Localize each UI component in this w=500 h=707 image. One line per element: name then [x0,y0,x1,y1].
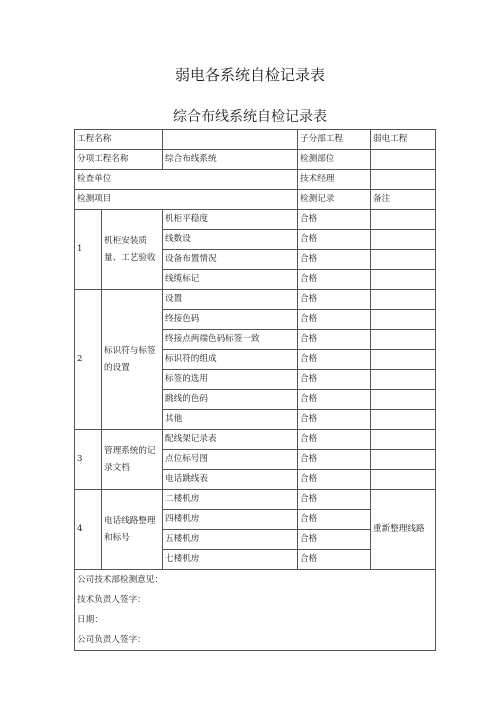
check-item-record: 合格 [298,390,371,410]
group-name: 标识符与标签的设置 [102,290,163,430]
inspect-item-label: 检测项目 [75,190,298,210]
group-number: 1 [75,210,102,290]
remark-label: 备注 [371,190,436,210]
check-item-record: 合格 [298,370,371,390]
item-remark [371,210,436,230]
footer-row [75,610,436,630]
item-remark [371,430,436,450]
group-number: 2 [75,290,102,430]
header-row-unit [75,170,436,190]
item-remark [371,310,436,330]
inspect-record-label: 检测记录 [298,190,371,210]
item-label: 分项工程名称 [75,150,163,170]
check-item-record: 合格 [298,510,371,530]
item-remark [371,330,436,350]
group-name: 管理系统的记录文档 [102,430,163,490]
group-name: 电话线路整理和标号 [102,490,163,570]
inspect-dept-label: 检测部位 [298,150,371,170]
check-item-record: 合格 [298,470,371,490]
check-item-record: 合格 [298,450,371,470]
check-item-record: 合格 [298,550,371,570]
inspect-dept-value [371,150,436,170]
header-row-item [75,150,436,170]
check-unit-label: 检查单位 [75,170,298,190]
check-item-record: 合格 [298,230,371,250]
date-label: 日期： [75,610,436,630]
footer-row [75,630,436,651]
check-item-name: 七楼机房 [163,550,298,570]
check-item-name: 标签的选用 [163,370,298,390]
group-remark: 重新整理线路 [371,490,436,570]
project-name-label: 工程名称 [75,130,163,150]
check-item-name: 四楼机房 [163,510,298,530]
tech-manager-label: 技术经理 [298,170,371,190]
header-row-columns [75,190,436,210]
item-remark [371,370,436,390]
company-sign-label: 公司负责人签字： [75,630,436,651]
check-item-record: 合格 [298,210,371,230]
check-item-name: 点位标号图 [163,450,298,470]
header-row-project [75,130,436,150]
group-number: 3 [75,430,102,490]
check-item-name: 终接点两端色码标签一致 [163,330,298,350]
item-remark [371,410,436,430]
item-remark [371,290,436,310]
item-remark [371,350,436,370]
check-item-record: 合格 [298,270,371,290]
check-item-record: 合格 [298,250,371,270]
check-item-name: 其他 [163,410,298,430]
check-item-name: 电话跳线表 [163,470,298,490]
check-item-record: 合格 [298,430,371,450]
tech-manager-value [371,170,436,190]
check-item-record: 合格 [298,310,371,330]
footer-row [75,570,436,591]
table-row [75,290,436,310]
check-item-name: 终接色码 [163,310,298,330]
footer-row [75,590,436,610]
check-item-name: 五楼机房 [163,530,298,550]
subproject-value: 弱电工程 [371,130,436,150]
check-item-name: 标识符的组成 [163,350,298,370]
opinion-label: 公司技术部检测意见： [75,570,436,591]
check-item-record: 合格 [298,410,371,430]
group-number: 4 [75,490,102,570]
item-remark [371,230,436,250]
check-item-name: 机柜平稳度 [163,210,298,230]
table-row [75,210,436,230]
table-row [75,490,436,510]
check-item-record: 合格 [298,530,371,550]
inspection-table [74,129,436,651]
item-remark [371,450,436,470]
group-name: 机柜安装质量、工艺验收 [102,210,163,290]
check-item-record: 合格 [298,330,371,350]
check-item-record: 合格 [298,290,371,310]
table-row [75,430,436,450]
item-remark [371,470,436,490]
item-remark [371,390,436,410]
check-item-record: 合格 [298,490,371,510]
document-title: 弱电各系统自检记录表 [174,66,325,84]
project-name-value [163,130,298,150]
check-item-name: 线缆标记 [163,270,298,290]
table-title: 综合布线系统自检记录表 [173,109,327,125]
item-remark [371,250,436,270]
item-remark [371,270,436,290]
check-item-name: 二楼机房 [163,490,298,510]
subproject-label: 子分部工程 [298,130,371,150]
item-value: 综合布线系统 [163,150,298,170]
check-item-name: 设置 [163,290,298,310]
tech-sign-label: 技术负责人签字： [75,590,436,610]
check-item-name: 跳线的色码 [163,390,298,410]
check-item-name: 线数设 [163,230,298,250]
check-item-name: 设备布置情况 [163,250,298,270]
check-item-name: 配线架记录表 [163,430,298,450]
check-item-record: 合格 [298,350,371,370]
